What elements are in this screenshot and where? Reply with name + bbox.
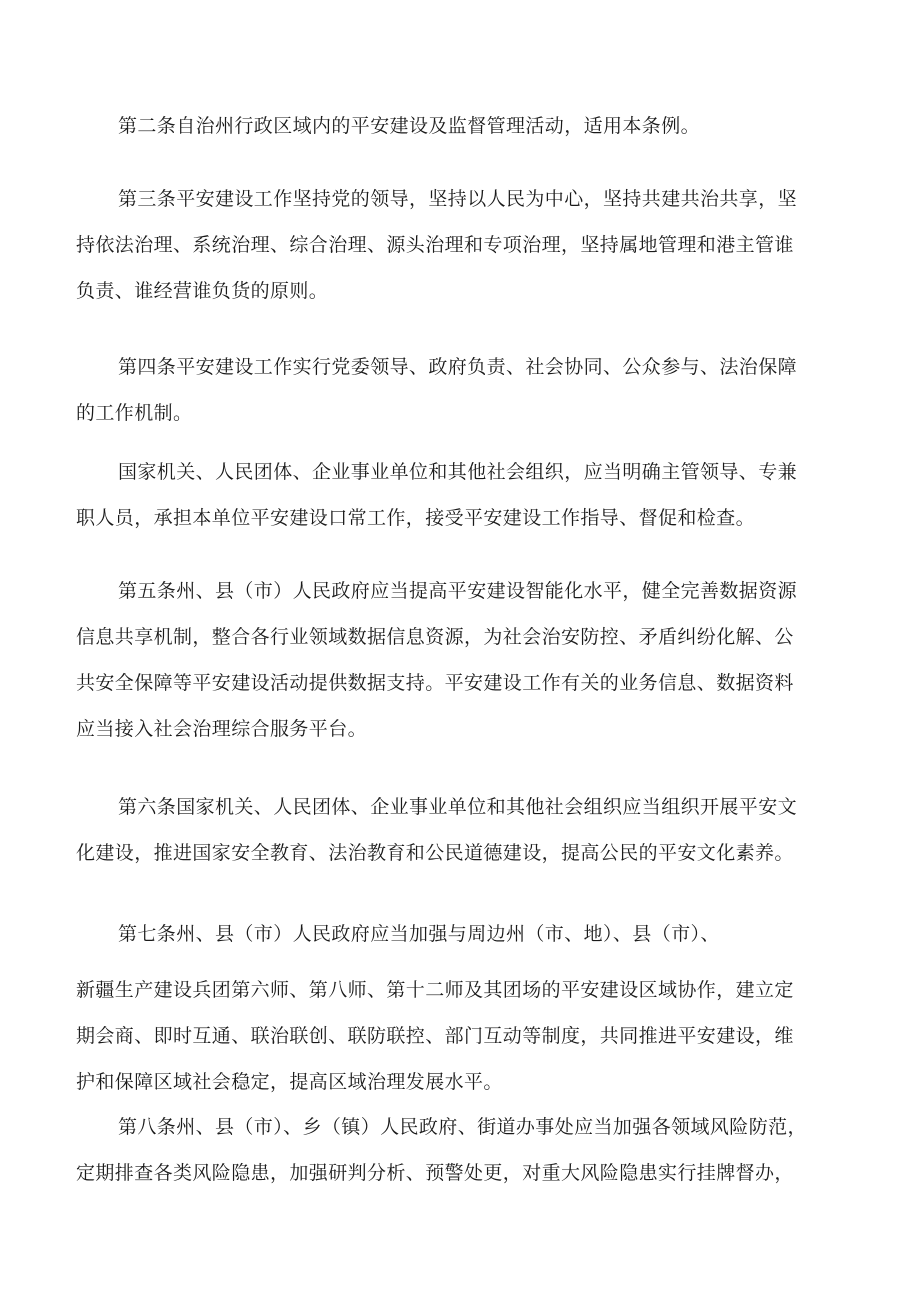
text-line: 化建设，推进国家安全教育、法治教育和公民道德建设，提高公民的平安文化素养。 bbox=[76, 842, 794, 864]
article-7-paragraph bbox=[76, 911, 836, 1105]
text-line: 第二条自治州行政区域内的平安建设及监督管理活动，适用本条例。 bbox=[118, 115, 701, 137]
text-line: 负责、谁经营谁负货的原则。 bbox=[76, 280, 329, 302]
text-line: 定期排查各类风险隐患，加强研判分析、预警处更，对重大风险隐患实行挂牌督办， bbox=[76, 1162, 794, 1184]
text-line: 的工作机制。 bbox=[76, 402, 193, 424]
text-line: 第三条平安建设工作坚持党的领导，坚持以人民为中心，坚持共建共治共享，坚 bbox=[118, 188, 798, 210]
text-line: 应当接入社会治理综合服务平台。 bbox=[76, 718, 368, 740]
article-2-paragraph bbox=[76, 103, 836, 149]
text-line: 第六条国家机关、人民团体、企业事业单位和其他社会组织应当组织开展平安文 bbox=[118, 796, 798, 818]
text-line: 第五条州、县（市）人民政府应当提高平安建设智能化水平，健全完善数据资源 bbox=[118, 580, 798, 602]
text-line: 新疆生产建设兵团第六师、第八师、第十二师及其团场的平安建设区域协作，建立定 bbox=[76, 979, 794, 1001]
article-8-paragraph bbox=[76, 1104, 836, 1196]
article-4-paragraph bbox=[76, 344, 836, 436]
article-4-clause-2-paragraph bbox=[76, 449, 836, 541]
text-line: 信息共享机制，整合各行业领域数据信息资源，为社会治安防控、矛盾纠纷化解、公 bbox=[76, 626, 794, 648]
text-line: 第四条平安建设工作实行党委领导、政府负责、社会协同、公众参与、法治保障 bbox=[118, 356, 798, 378]
article-6-paragraph bbox=[76, 784, 836, 876]
text-line: 国家机关、人民团体、企业事业单位和其他社会组织，应当明确主管领导、专兼 bbox=[118, 461, 798, 483]
article-5-paragraph bbox=[76, 568, 836, 752]
text-line: 职人员，承担本单位平安建设口常工作，接受平安建设工作指导、督促和检查。 bbox=[76, 507, 756, 529]
text-line: 共安全保障等平安建设活动提供数据支持。平安建设工作有关的业务信息、数据资料 bbox=[76, 672, 794, 694]
article-3-paragraph bbox=[76, 176, 836, 314]
text-line: 第八条州、县（市）、乡（镇）人民政府、街道办事处应当加强各领域风险防范， bbox=[118, 1116, 807, 1138]
text-line: 持依法治理、系统治理、综合治理、源头治理和专项治理，坚持属地管理和港主管谁 bbox=[76, 234, 794, 256]
text-line: 护和保障区域社会稳定，提高区域治理发展水平。 bbox=[76, 1071, 503, 1093]
text-line: 期会商、即时互通、联治联创、联防联控、部门互动等制度，共同推进平安建设，维 bbox=[76, 1025, 794, 1047]
text-line: 第七条州、县（市）人民政府应当加强与周边州（市、地）、县（市）、 bbox=[118, 923, 720, 945]
